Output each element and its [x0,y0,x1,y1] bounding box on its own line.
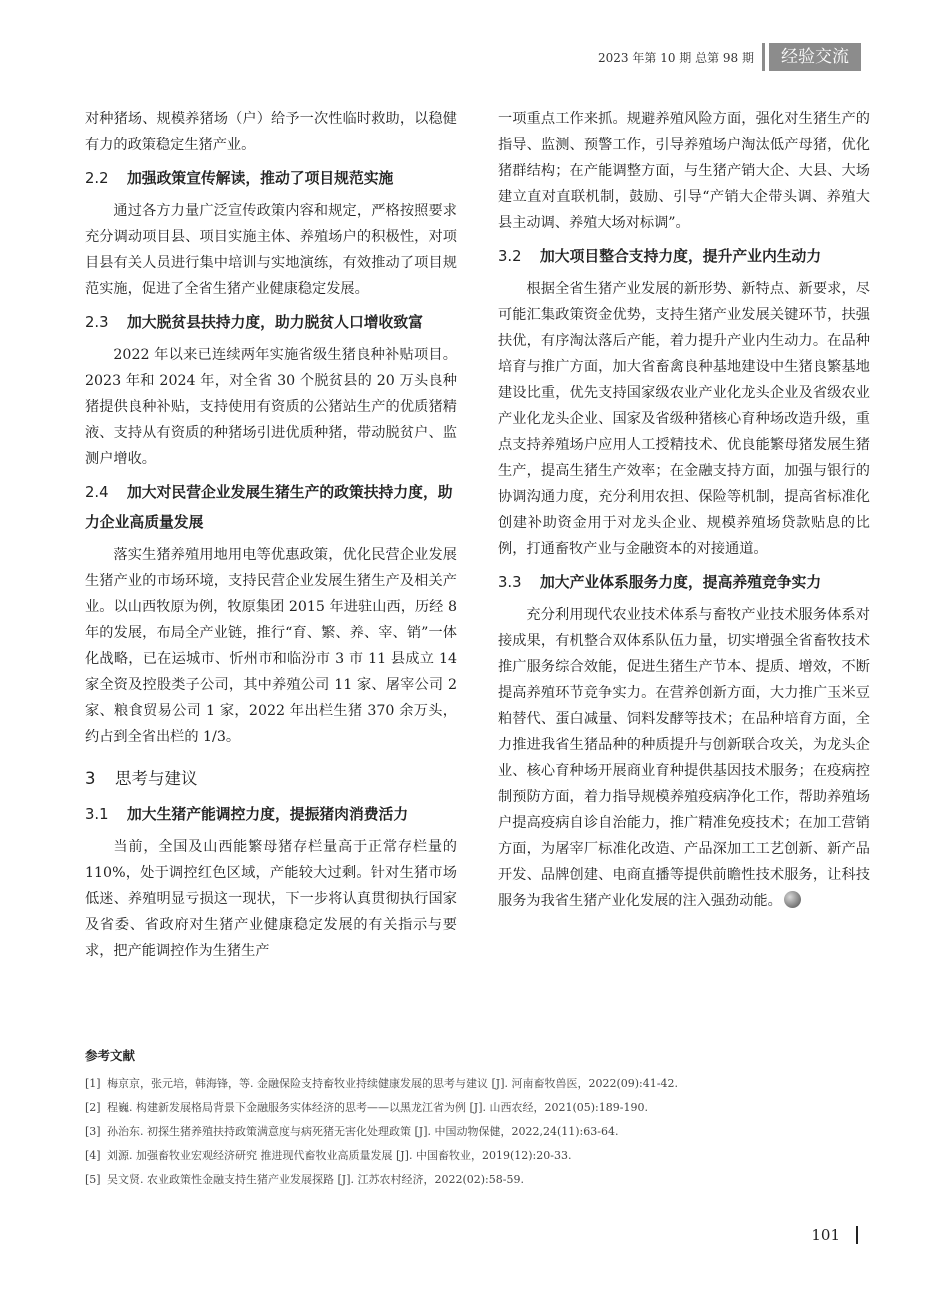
reference-number: [1] [85,1077,101,1090]
reference-number: [5] [85,1173,101,1186]
section-heading-3-1 [85,800,457,830]
references-section [85,1046,865,1192]
section-heading-3-2 [498,242,870,272]
issue-info: 2023 年第 10 期 总第 98 期 [598,51,754,65]
paragraph-2-1-end: 对种猪场、规模养猪场（户）给予一次性临时救助，以稳健有力的政策稳定生猪产业。 [85,111,457,153]
section-number: 2.2 [85,170,109,187]
reference-number: [4] [85,1149,101,1162]
page-number: 101 [811,1226,840,1244]
section-title: 加大对民营企业发展生猪生产的政策扶持力度，助力企业高质量发展 [85,484,453,531]
section-number: 3 [85,769,96,788]
paragraph-2-3: 2022 年以来已连续两年实施省级生猪良种补贴项目。2023 年和 2024 年，对全省 30 个脱贫县的 20 万头良种猪提供良种补贴，支持使用有资质的公猪站生产的优质猪精液、支持从有资质的种猪场引进优质种猪，带动脱贫户、监测户增收。 [85,347,457,467]
section-number: 2.4 [85,484,109,501]
reference-number: [3] [85,1125,101,1138]
section-title: 加强政策宣传解读，推动了项目规范实施 [127,170,394,187]
paragraph-3-2: 根据全省生猪产业发展的新形势、新特点、新要求，尽可能汇集政策资金优势，支持生猪产业发展关键环节，扶强扶优，有序淘汰落后产能，着力提升产业内生动力。在品种培育与推广方面，加大省畜禽良种基地建设中生猪良繁基地建设比重，优先支持国家级农业产业化龙头企业及省级农业产业化龙头企业、国家及省级种猪核心育种场改造升级，重点支持养殖场户应用人工授精技术、优良能繁母猪发展生猪生产，提高生猪生产效率；在金融支持方面，加强与银行的协调沟通力度，充分利用农担、保险等机制，提高省标准化创建补助资金用于对龙头企业、规模养殖场贷款贴息的比例，打通畜牧产业与金融资本的对接通道。 [498,281,870,557]
column-tag: 经验交流 [769,43,861,71]
reference-text: 孙治东. 初探生猪养殖扶持政策满意度与病死猪无害化处理政策 [J]. 中国动物保健，2022,24(11):63-64. [107,1125,619,1138]
section-title: 加大项目整合支持力度，提升产业内生动力 [540,248,822,265]
paragraph-3-1-cont: 一项重点工作来抓。规避养殖风险方面，强化对生猪生产的指导、监测、预警工作，引导养殖场户淘汰低产母猪，优化猪群结构；在产能调整方面，与生猪产销大企、大县、大场建立直对直联机制，鼓励、引导“产销大企带头调、养殖大县主动调、养殖大场对标调”。 [498,111,870,231]
section-heading-2-2 [85,164,457,194]
reference-number: [2] [85,1101,101,1114]
section-heading-2-3 [85,308,457,338]
reference-text: 程巍. 构建新发展格局背景下金融服务实体经济的思考——以黑龙江省为例 [J]. 山西农经，2021(05):189-190. [107,1101,648,1114]
header-divider [762,43,765,71]
paragraph-text: 充分利用现代农业技术体系与畜牧产业技术服务体系对接成果，有机整合双体系队伍力量，切实增强全省畜牧技术推广服务综合效能，促进生猪生产节本、提质、增效，不断提高养殖环节竞争实力。在营养创新方面，大力推广玉米豆粕替代、蛋白减量、饲料发酵等技术；在品种培育方面，全力推进我省生猪品种的种质提升与创新联合攻关，为龙头企业、核心育种场开展商业育种提供基因技术服务；在疫病控制预防方面，着力指导规模养殖疫病净化工作，帮助养殖场户提高疫病自诊自治能力，推广精准免疫技术；在加工营销方面，为屠宰厂标准化改造、产品深加工工艺创新、新产品开发、品牌创建、电商直播等提供前瞻性技术服务，让科技服务为我省生猪产业化发展的注入强劲动能。 [498,607,870,909]
references-title: 参考文献 [85,1048,136,1063]
section-title: 思考与建议 [115,769,198,788]
running-header [0,40,950,74]
reference-item [85,1144,865,1168]
left-column [85,106,457,964]
section-heading-3 [85,764,457,794]
reference-text: 梅京京，张元培，韩海锋，等. 金融保险支持畜牧业持续健康发展的思考与建议 [J]. 河南畜牧兽医，2022(09):41-42. [107,1077,678,1090]
section-title: 加大产业体系服务力度，提高养殖竞争实力 [540,574,822,591]
section-title: 加大脱贫县扶持力度，助力脱贫人口增收致富 [127,314,423,331]
section-title: 加大生猪产能调控力度，提振猪肉消费活力 [127,806,409,823]
section-heading-3-3 [498,568,870,598]
page-number-bar [856,1226,858,1244]
reference-text: 刘源. 加强畜牧业宏观经济研究 推进现代畜牧业高质量发展 [J]. 中国畜牧业，2019(12):20-33. [107,1149,572,1162]
paragraph-2-4: 落实生猪养殖用地用电等优惠政策，优化民营企业发展生猪产业的市场环境，支持民营企业发展生猪生产及相关产业。以山西牧原为例，牧原集团 2015 年进驻山西，历经 8 年的发展，布局全产业链，推行“育、繁、养、宰、销”一体化战略，已在运城市、忻州市和临汾市 3 市 11 县成立 14 家全资及控股类子公司，其中养殖公司 11 家、屠宰公司 2 家、粮食贸易公司 1 家，2022 年出栏生猪 370 余万头，约占到全省出栏的 1/3。 [85,547,457,745]
paragraph-2-2: 通过各方力量广泛宣传政策内容和规定，严格按照要求充分调动项目县、项目实施主体、养殖场户的积极性，对项目县有关人员进行集中培训与实地演练，有效推动了项目规范实施，促进了全省生猪产业健康稳定发展。 [85,203,457,297]
section-heading-2-4 [85,478,457,538]
reference-item [85,1168,865,1192]
reference-text: 吴文贤. 农业政策性金融支持生猪产业发展探路 [J]. 江苏农村经济，2022(02):58-59. [107,1173,524,1186]
paragraph-3-1: 当前，全国及山西能繁母猪存栏量高于正常存栏量的 110%，处于调控红色区域，产能较大过剩。针对生猪市场低迷、养殖明显亏损这一现状，下一步将认真贯彻执行国家及省委、省政府对生猪产业健康稳定发展的有关指示与要求，把产能调控作为生猪生产 [85,839,457,959]
section-number: 3.1 [85,806,109,823]
section-number: 3.2 [498,248,522,265]
paragraph-3-3 [498,602,870,914]
reference-item [85,1096,865,1120]
section-number: 2.3 [85,314,109,331]
reference-item [85,1072,865,1096]
section-number: 3.3 [498,574,522,591]
right-column [498,106,870,914]
reference-item [85,1120,865,1144]
article-end-icon [784,891,801,908]
